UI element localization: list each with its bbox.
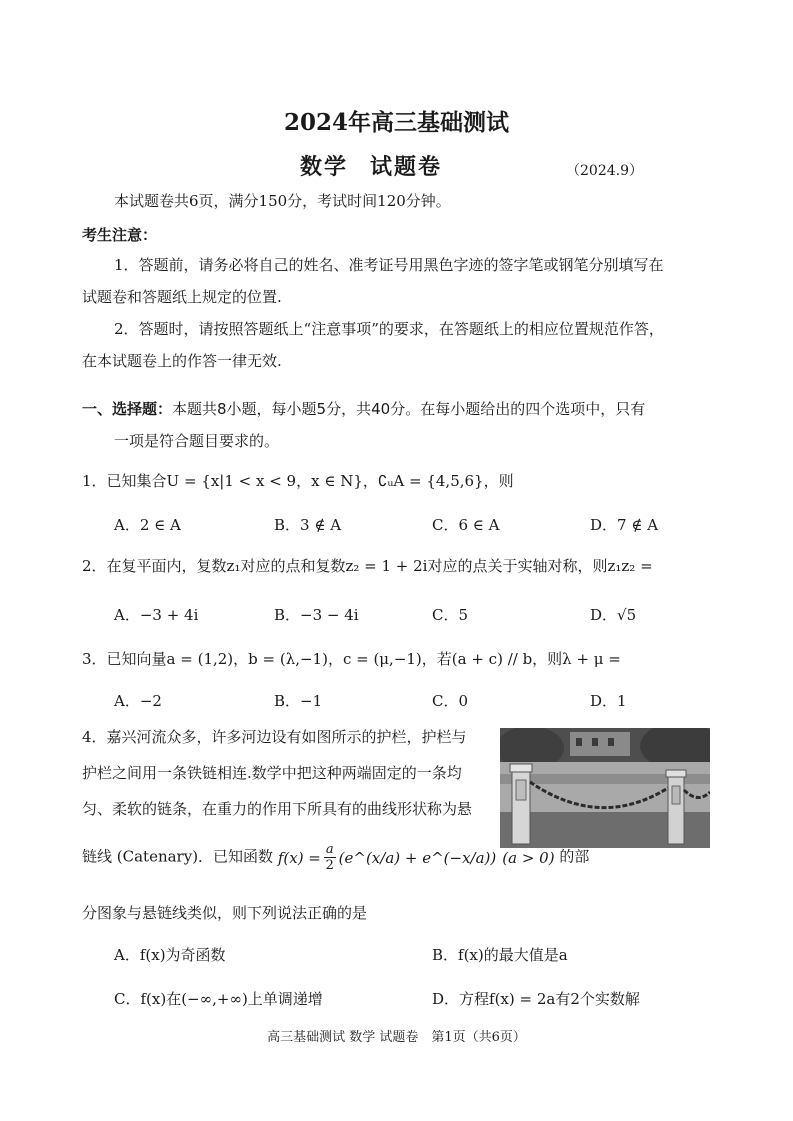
question-4-line-1: 4．嘉兴河流众多，许多河边设有如图所示的护栏，护栏与 <box>82 728 467 746</box>
railing-chain-illustration <box>500 728 710 848</box>
question-4-option-c: C．f(x)在(−∞,+∞)上单调递增 <box>114 990 323 1008</box>
paper-label: 试题卷 <box>370 154 443 180</box>
question-2-option-b: B．−3 − 4i <box>274 606 359 624</box>
question-4-line-5: 分图象与悬链线类似，则下列说法正确的是 <box>82 904 368 922</box>
question-3-option-c: C．0 <box>432 692 469 710</box>
section-desc: 本题共8小题，每小题5分，共40分。在每小题给出的四个选项中，只有 <box>172 400 646 418</box>
question-1-option-c: C．6 ∈ A <box>432 516 500 534</box>
formula-numerator: a <box>325 842 334 857</box>
paper-info: 本试题卷共6页，满分150分，考试时间120分钟。 <box>114 192 451 210</box>
paper-subtitle <box>300 150 442 181</box>
formula-body: (e^(x/a) + e^(−x/a)) <box>338 848 497 867</box>
question-4-option-d: D．方程f(x) = 2a有2个实数解 <box>432 990 640 1008</box>
notice-item-1-line-2: 试题卷和答题纸上规定的位置. <box>82 288 282 306</box>
subject-label: 数学 <box>300 154 349 180</box>
question-2-option-a: A．−3 + 4i <box>114 606 199 624</box>
notice-item-1-line-1: 1．答题前，请务必将自己的姓名、准考证号用黑色字迹的签字笔或钢笔分别填写在 <box>114 256 664 274</box>
railing-chain-photo <box>500 728 710 848</box>
question-4-line-4-post: 的部 <box>559 847 590 866</box>
page-title: 2024年高三基础测试 <box>283 109 509 136</box>
question-1-option-d: D．7 ∉ A <box>590 516 659 534</box>
notice-item-2-line-1: 2．答题时，请按照答题纸上“注意事项”的要求，在答题纸上的相应位置规范作答， <box>114 320 664 338</box>
exam-date: （2024.9） <box>566 163 643 179</box>
question-2-option-d: D．√5 <box>590 606 637 624</box>
question-4-line-4-pre: 链线 (Catenary)．已知函数 <box>82 847 274 866</box>
question-4-line-2: 护栏之间用一条铁链相连.数学中把这种两端固定的一条均 <box>82 764 462 782</box>
section-heading <box>82 398 645 419</box>
formula-denominator: 2 <box>325 858 334 873</box>
question-1-stem: 1．已知集合U = {x|1 < x < 9，x ∈ N}，∁ᵤA = {4,5,6}，则 <box>82 472 514 490</box>
question-1-option-a: A．2 ∈ A <box>114 516 181 534</box>
question-2-option-c: C．5 <box>432 606 469 624</box>
question-3-option-a: A．−2 <box>114 692 162 710</box>
notice-item-2-line-2: 在本试题卷上的作答一律无效. <box>82 352 282 370</box>
question-4-line-3: 匀、柔软的链条，在重力的作用下所具有的曲线形状称为悬 <box>82 800 473 818</box>
question-3-option-b: B．−1 <box>274 692 323 710</box>
page-footer: 高三基础测试 数学 试题卷 第1页（共6页） <box>267 1030 526 1045</box>
question-3-option-d: D．1 <box>590 692 627 710</box>
question-4-option-a: A．f(x)为奇函数 <box>114 946 226 964</box>
question-2-stem: 2．在复平面内，复数z₁对应的点和复数z₂ = 1 + 2i对应的点关于实轴对称，则z₁z₂ = <box>82 557 653 575</box>
question-1-option-b: B．3 ∉ A <box>274 516 342 534</box>
formula-lhs: f(x) = <box>277 848 321 867</box>
notice-heading: 考生注意： <box>82 226 158 244</box>
formula-condition: (a > 0) <box>502 848 555 867</box>
formula-fraction <box>324 842 336 873</box>
section-desc-line-2: 一项是符合题目要求的。 <box>114 432 280 450</box>
question-4-option-b: B．f(x)的最大值是a <box>432 946 568 964</box>
question-3-stem: 3．已知向量a = (1,2)，b = (λ,−1)，c = (μ,−1)，若(a + c) // b，则λ + μ = <box>82 650 621 668</box>
section-lead: 一、选择题： <box>82 400 173 418</box>
